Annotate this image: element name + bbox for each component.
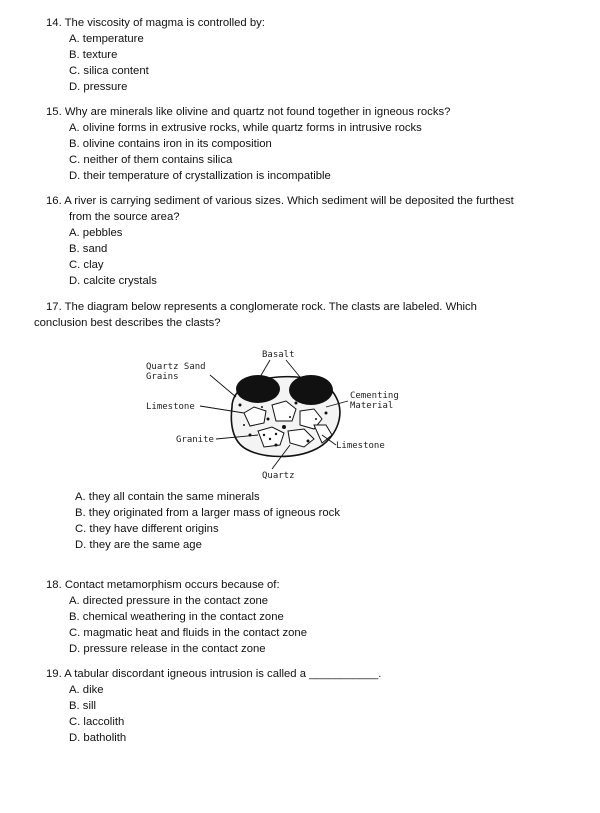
option-a: A. olivine forms in extrusive rocks, while quartz forms in intrusive rocks [69,122,422,134]
option-d: D. their temperature of crystallization is incompatible [69,170,331,182]
label-cementing-material: Material [350,401,394,411]
label-quartz: Quartz [262,471,295,481]
basalt-clast [289,375,333,405]
option-d: D. calcite crystals [69,275,157,287]
question-stem: 17. The diagram below represents a conglomerate rock. The clasts are labeled. Which [46,301,477,313]
label-quartz-sand: Quartz Sand [146,362,206,372]
question-18 [46,577,576,657]
option-c: C. they have different origins [75,523,219,535]
question-stem: 14. The viscosity of magma is controlled by: [46,17,265,29]
label-cementing: Cementing [350,391,399,401]
question-stem: 15. Why are minerals like olivine and quartz not found together in igneous rocks? [46,106,451,118]
option-d: D. they are the same age [75,539,202,551]
question-stem: 16. A river is carrying sediment of various sizes. Which sediment will be deposited the furthest [46,195,514,207]
option-a: A. directed pressure in the contact zone [69,595,269,607]
option-b: B. chemical weathering in the contact zone [69,611,284,623]
label-limestone-left: Limestone [146,402,195,412]
option-a: A. pebbles [69,227,123,239]
option-b: B. sill [69,700,96,712]
label-granite: Granite [176,435,214,445]
question-16 [46,193,576,289]
option-c: C. laccolith [69,716,125,728]
basalt-clast [236,375,280,403]
option-a: A. dike [69,684,104,696]
question-14 [46,15,576,95]
label-limestone-right: Limestone [336,441,385,451]
option-c: C. clay [69,259,104,271]
option-d: D. batholith [69,732,127,744]
option-d: D. pressure release in the contact zone [69,643,266,655]
label-basalt: Basalt [262,350,295,360]
question-stem: 19. A tabular discordant igneous intrusion is called a ___________. [46,668,382,680]
label-quartz-sand-grains: Grains [146,372,179,382]
option-c: C. neither of them contains silica [69,154,233,166]
option-b: B. olivine contains iron in its composition [69,138,272,150]
question-19 [46,666,576,746]
option-d: D. pressure [69,81,128,93]
option-list [34,489,574,553]
question-15 [46,104,576,184]
option-a: A. they all contain the same minerals [75,491,260,503]
question-stem: 18. Contact metamorphism occurs because of: [46,579,280,591]
option-c: C. silica content [69,65,149,77]
option-a: A. temperature [69,33,144,45]
question-stem-continued: from the source area? [69,211,180,223]
option-b: B. they originated from a larger mass of igneous rock [75,507,340,519]
option-b: B. texture [69,49,118,61]
conglomerate-rock-diagram [140,345,420,485]
option-b: B. sand [69,243,108,255]
option-c: C. magmatic heat and fluids in the contact zone [69,627,307,639]
question-stem-continued: conclusion best describes the clasts? [34,317,221,329]
